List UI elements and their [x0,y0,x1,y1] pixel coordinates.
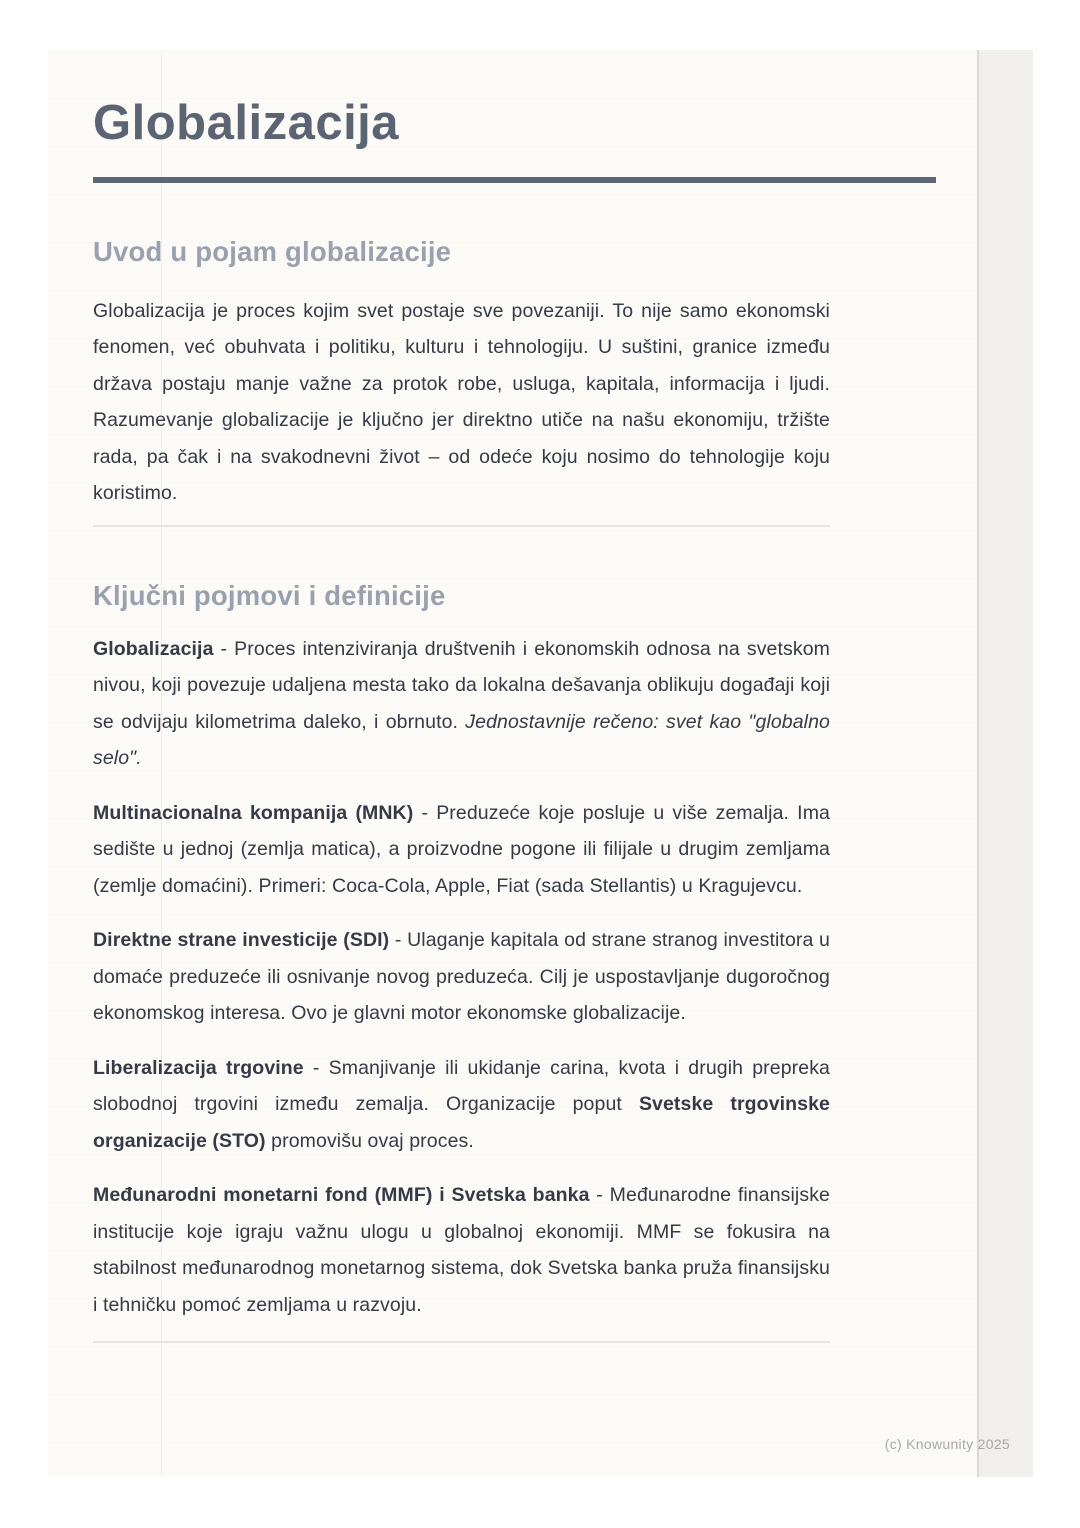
intro-paragraph: Globalizacija je proces kojim svet postaje sve povezaniji. To nije samo ekonomski fenomen, već obuhvata i politiku, kulturu i tehnologiju. U suštini, granice između država postaju manje važne za protok robe, usluga, kapitala, informacija i ljudi. Razumevanje globalizacije je ključno jer direktno utiče na našu ekonomiju, tržište rada, pa čak i na svakodnevni život – od odeće koju nosimo do tehnologije koju koristimo. [93,299,830,505]
section-divider [93,1341,830,1343]
section-heading-intro: Uvod u pojam globalizacije [93,235,452,267]
section-divider [93,525,830,527]
definition-paragraph [93,795,830,905]
definition-paragraph [93,1050,830,1160]
definition-paragraph [93,922,830,1032]
section-heading-definitions: Ključni pojmovi i definicije [93,579,446,611]
definition-text: - Ulaganje kapitala od strane stranog investitora u domaće preduzeće ili osnivanje novog preduzeća. Cilj je uspostavljanje dugoročnog ekonomskog interesa. Ovo je glavni motor ekonomske globalizacije. [93,929,831,1025]
definition-text: - Smanjivanje ili ukidanje carina, kvota i drugih prepreka slobodnoj trgovini između zemalja. Organizacije poput [93,1056,830,1116]
definition-paragraph [93,631,830,777]
definition-term: Međunarodni monetarni fond (MMF) i Svetska banka [93,1184,590,1207]
definition-text: - Preduzeće koje posluje u više zemalja. Ima sedište u jednoj (zemlja matica), a proizvodne pogone ili filijale u drugim zemljama (zemlje domaćini). Primeri: Coca-Cola, Apple, Fiat (sada Stellantis) u Kragujevcu. [93,801,830,897]
definition-italic-note: Jednostavnije rečeno: svet kao "globalno selo". [93,710,830,770]
definition-term: Direktne strane investicije (SDI) [93,929,390,952]
next-page-edge [977,50,1033,1477]
title-rule [93,177,936,183]
page-title: Globalizacija [93,96,400,150]
definition-paragraph [93,1177,830,1323]
definition-term: Globalizacija [93,637,214,660]
definition-text: - Međunarodne finansijske institucije koje igraju važnu ulogu u globalnoj ekonomiji. MMF se fokusira na stabilnost međunarodnog monetarnog sistema, dok Svetska banka pruža finansijsku i tehničku pomoć zemljama u razvoju. [93,1184,831,1316]
definition-term-inline: Svetske trgovinske organizacije (STO) [93,1093,830,1152]
definition-term: Multinacionalna kompanija (MNK) [93,801,414,824]
page-sheet [48,50,977,1477]
footer-credit: (c) Knowunity 2025 [884,1436,1010,1452]
definition-text: - Proces intenziviranja društvenih i ekonomskih odnosa na svetskom nivou, koji povezuje udaljena mesta tako da lokalna dešavanja oblikuju događaji koji se odvijaju kilometrima daleko, i obrnuto. [93,637,830,733]
definition-text: promovišu ovaj proces. [265,1129,474,1152]
definition-term: Liberalizacija trgovine [93,1056,304,1079]
